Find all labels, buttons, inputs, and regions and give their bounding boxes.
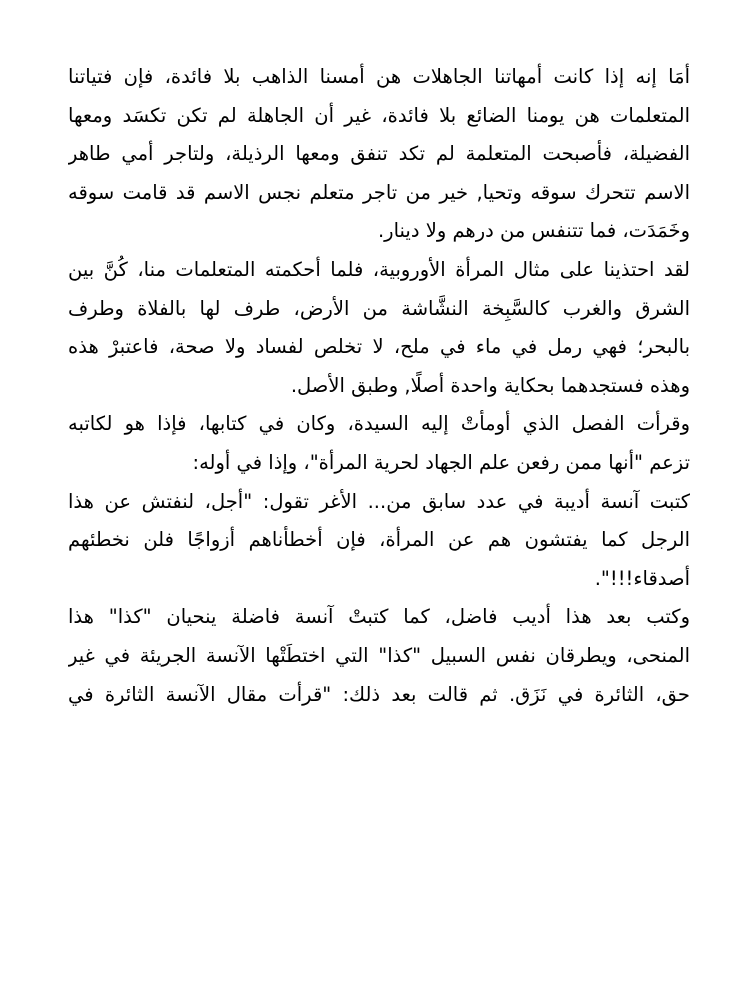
text-line: الشرق والغرب كالسَّبِخة النشَّاشة من الأرض، طرف لها بالفلاة وطرف (68, 296, 690, 320)
text-line: أمَا إنه إذا كانت أمهاتنا الجاهلات هن أمسنا الذاهب بلا فائدة، فإن فتياتنا (68, 65, 690, 88)
text-line: حق، الثائرة في نَزَق. ثم قالت بعد ذلك: "قرأت مقال الآنسة الثائرة في (68, 682, 690, 706)
text-line: الفضيلة، فأصبحت المتعلمة لم تكد تنفق ومعها الرذيلة، ولتاجر أمي طاهر (68, 142, 690, 166)
text-line: المنحى، ويطرقان نفس السبيل "كذا" التي اختطَتْها الآنسة الجريئة في غير (68, 643, 690, 667)
text-line: لقد احتذينا على مثال المرأة الأوروبية، فلما أحكمته المتعلمات منا، كُنَّ بين (68, 257, 690, 281)
text-line: وقرأت الفصل الذي أومأتْ إليه السيدة، وكان في كتابها، فإذا هو لكاتبه (68, 412, 690, 436)
text-line: وخَمَدَت، فما تتنفس من درهم ولا دينار. (377, 219, 690, 243)
text-line: أصدقاء!!!". (594, 566, 690, 590)
text-line: وهذه فستجدهما بحكاية واحدة أصلًا, وطبق الأصل. (290, 373, 690, 397)
text-line: وكتب بعد هذا أديب فاضل، كما كتبتْ آنسة فاضلة ينحيان "كذا" هذا (68, 605, 690, 629)
text-line: كتبت آنسة أديبة في عدد سابق من... الأغر تقول: "أجل، لنفتش عن هذا (68, 489, 690, 513)
text-line: تزعم "أنها ممن رفعن علم الجهاد لحرية المرأة"، وإذا في أوله: (192, 450, 690, 474)
text-line: الرجل كما يفتشون هم عن المرأة، فإن أخطأناهم أزواجًا فلن نخطئهم (68, 528, 690, 552)
text-line: بالبحر؛ فهي رمل في ماء في ملح، لا تخلص لفساد ولا صحة، فاعتبرْ هذه (68, 335, 690, 359)
text-line: الاسم تتحرك سوقه وتحيا, خير من تاجر متعلم نجس الاسم قد قامت سوقه (68, 180, 690, 204)
text-line: المتعلمات هن يومنا الضائع بلا فائدة، غير أن الجاهلة لم تكن تكسَد ومعها (68, 103, 690, 127)
document-body (68, 58, 690, 714)
